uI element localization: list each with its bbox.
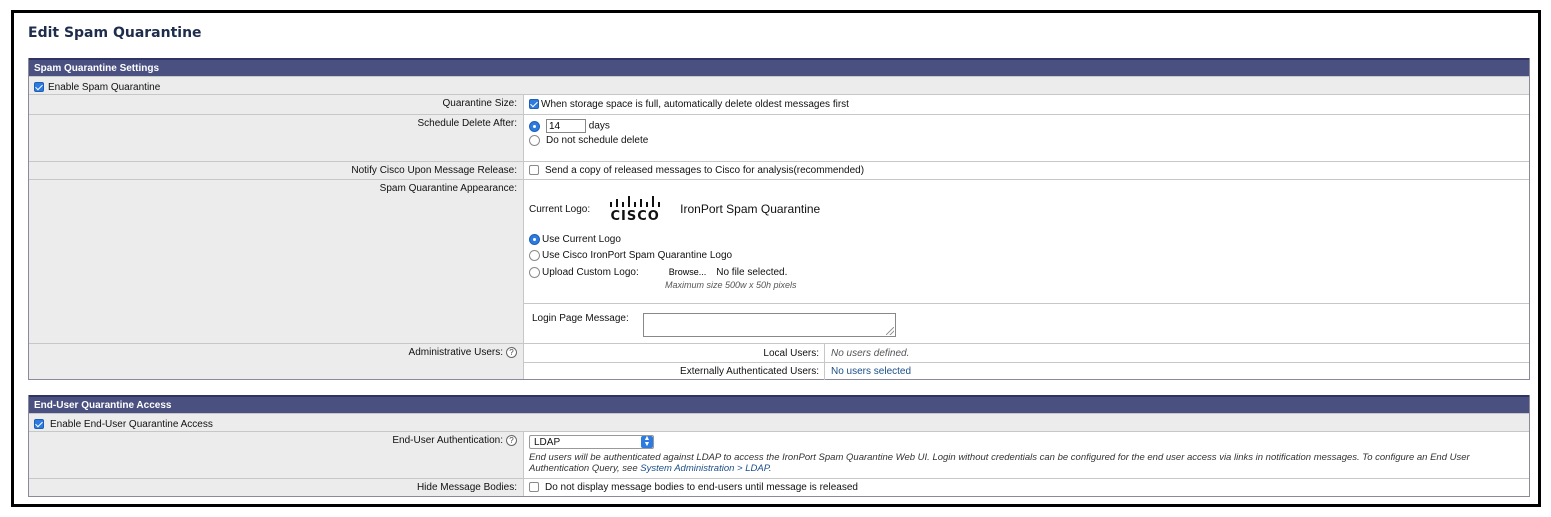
end-user-authentication-select[interactable] xyxy=(529,435,654,449)
panel-header-end-user-access: End-User Quarantine Access xyxy=(29,395,1529,413)
authentication-selected-value: LDAP xyxy=(534,436,561,448)
enable-end-user-access-label: Enable End-User Quarantine Access xyxy=(50,418,213,430)
browse-button[interactable]: Browse... xyxy=(665,266,711,278)
end-user-quarantine-access-panel xyxy=(28,395,1530,497)
admin-users-row xyxy=(29,343,1529,379)
use-cisco-logo-label: Use Cisco IronPort Spam Quarantine Logo xyxy=(542,250,733,262)
authentication-note xyxy=(529,452,1524,474)
appearance-label: Spam Quarantine Appearance: xyxy=(29,180,524,343)
quarantine-size-label: Quarantine Size: xyxy=(29,95,524,114)
appearance-row xyxy=(29,179,1529,343)
schedule-delete-row xyxy=(29,114,1529,161)
ldap-settings-link[interactable]: System Administration > LDAP xyxy=(640,463,769,474)
external-users-link[interactable]: No users selected xyxy=(831,366,912,377)
select-arrows-icon: ▲ ▼ xyxy=(641,436,653,448)
authentication-note-end: . xyxy=(768,463,772,474)
login-page-message-label: Login Page Message: xyxy=(532,313,629,324)
notify-cisco-row xyxy=(29,161,1529,179)
enable-spam-quarantine-row xyxy=(29,76,1529,94)
notify-cisco-option-label: Send a copy of released messages to Cisco for analysis(recommended) xyxy=(545,165,865,176)
authentication-note-text: End users will be authenticated against LDAP to access the IronPort Spam Quarantine Web UI. Login without credentials can be configured for the end user access via links in notification messages. To configure an End User Authentication Query, see xyxy=(529,452,1470,474)
cisco-logo xyxy=(608,196,662,223)
max-size-note: Maximum size 500w x 50h pixels xyxy=(665,280,797,291)
external-users-row xyxy=(524,362,1529,380)
no-file-text: No file selected. xyxy=(716,267,788,279)
admin-users-label: Administrative Users: xyxy=(408,347,503,359)
local-users-label: Local Users: xyxy=(524,344,825,362)
enable-spam-quarantine-checkbox[interactable] xyxy=(34,82,44,92)
local-users-value: No users defined. xyxy=(831,347,910,359)
use-current-logo-radio[interactable] xyxy=(529,234,540,245)
upload-custom-logo-radio[interactable] xyxy=(529,267,540,278)
end-user-authentication-row xyxy=(29,431,1529,478)
days-unit-label: days xyxy=(588,120,610,132)
end-user-authentication-label: End-User Authentication: xyxy=(392,435,503,447)
panel-header-spam-settings: Spam Quarantine Settings xyxy=(29,58,1529,76)
quarantine-size-row xyxy=(29,94,1529,114)
hide-message-bodies-row xyxy=(29,478,1529,496)
no-schedule-radio[interactable] xyxy=(529,135,540,146)
schedule-delete-label: Schedule Delete After: xyxy=(29,115,524,161)
hide-message-bodies-option-label: Do not display message bodies to end-users until message is released xyxy=(545,482,858,493)
edit-spam-quarantine-window xyxy=(11,10,1541,507)
notify-cisco-label: Notify Cisco Upon Message Release: xyxy=(29,162,524,179)
no-schedule-label: Do not schedule delete xyxy=(546,135,649,147)
enable-end-user-access-row xyxy=(29,413,1529,431)
login-page-message-row xyxy=(524,303,1529,344)
notify-cisco-checkbox[interactable] xyxy=(529,165,539,175)
page-title: Edit Spam Quarantine xyxy=(28,25,202,41)
enable-end-user-access-checkbox[interactable] xyxy=(34,419,44,429)
hide-message-bodies-checkbox[interactable] xyxy=(529,482,539,492)
local-users-row xyxy=(524,344,1529,362)
upload-custom-logo-label: Upload Custom Logo: xyxy=(542,267,639,279)
external-users-label: Externally Authenticated Users: xyxy=(524,363,825,380)
admin-users-label-cell xyxy=(29,344,524,379)
use-cisco-logo-radio[interactable] xyxy=(529,250,540,261)
hide-message-bodies-label: Hide Message Bodies: xyxy=(29,479,524,496)
admin-users-help-icon[interactable]: ? xyxy=(506,347,517,358)
end-user-authentication-help-icon[interactable]: ? xyxy=(506,435,517,446)
cisco-logo-word: CISCO xyxy=(610,208,660,224)
login-page-message-textarea[interactable] xyxy=(643,313,896,337)
current-logo-label: Current Logo: xyxy=(529,203,591,215)
use-current-logo-label: Use Current Logo xyxy=(542,234,621,246)
logo-caption: IronPort Spam Quarantine xyxy=(680,202,821,216)
spam-quarantine-settings-panel xyxy=(28,58,1530,380)
enable-spam-quarantine-label: Enable Spam Quarantine xyxy=(48,81,161,93)
auto-delete-oldest-label: When storage space is full, automatically delete oldest messages first xyxy=(541,99,849,110)
cisco-bars-icon xyxy=(608,196,662,210)
resize-grip-icon[interactable] xyxy=(886,327,894,335)
auto-delete-oldest-checkbox[interactable] xyxy=(529,99,539,109)
schedule-days-radio[interactable] xyxy=(529,121,540,132)
end-user-authentication-label-cell xyxy=(29,432,524,478)
schedule-days-input[interactable] xyxy=(546,119,586,133)
